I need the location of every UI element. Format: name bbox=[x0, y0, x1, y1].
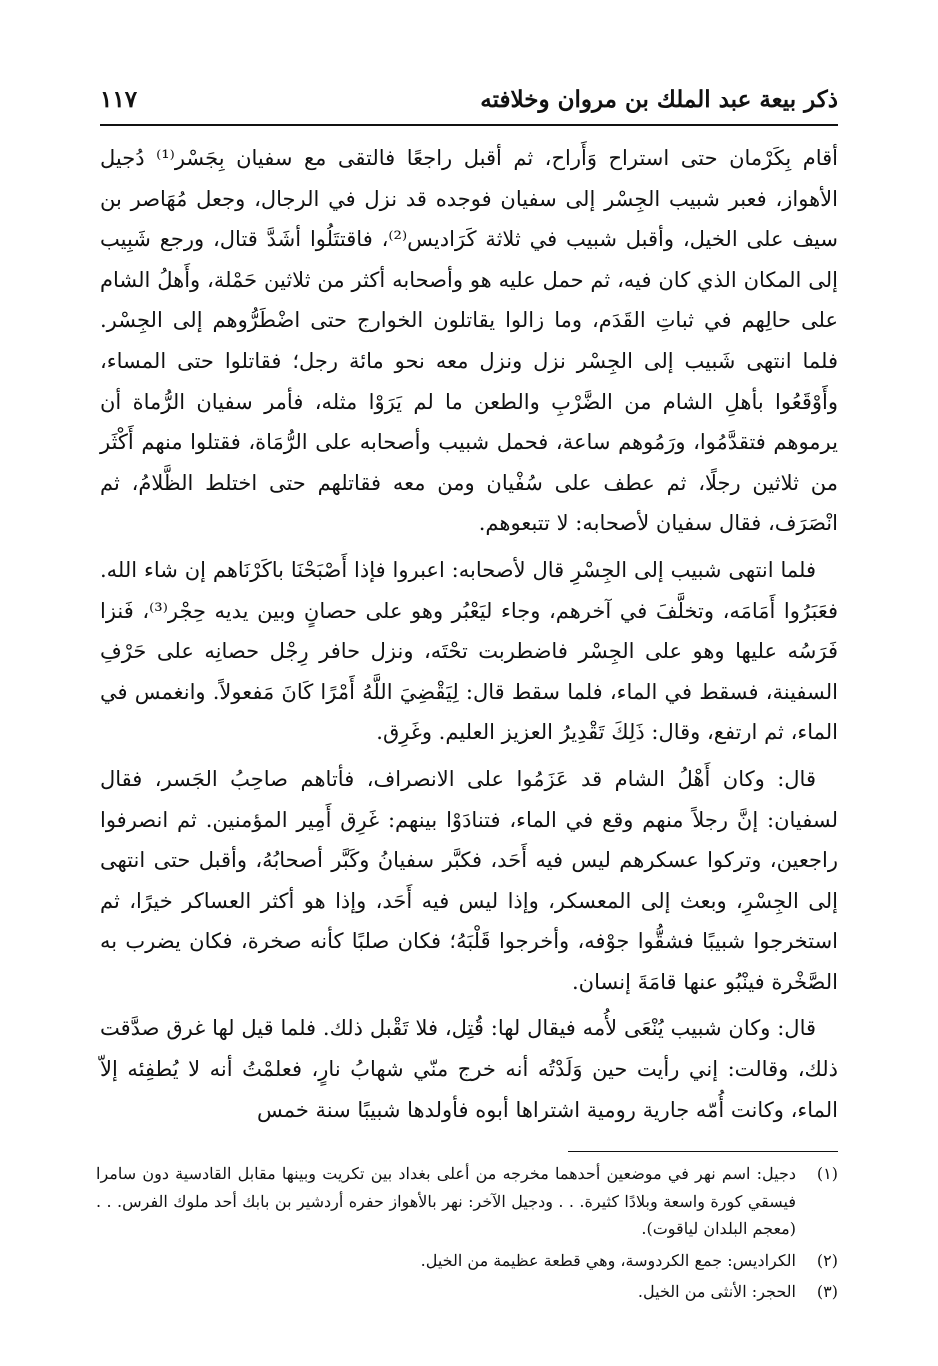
main-text bbox=[100, 138, 838, 1136]
paragraph: أقام بِكَرْمان حتى استراح وَأَراح، ثم أقبل راجعًا فالتقى مع سفيان بِجَسْر⁽¹⁾ دُجيل الأهواز، فعبر شبيب الجِسْر إلى سفيان فوجده قد نزل في الرجال، وجعل مُهَاصر بن سيف على الخيل، وأقبل شبيب في ثلاثة كَرَاديس⁽²⁾، فاقتتَلُوا أشَدَّ قتال، ورجع شَبِيب إلى المكان الذي كان فيه، ثم حمل عليه هو وأصحابه أكثر من ثلاثين حَمْلة، وأَهلُ الشام على حالِهم في ثباتِ القَدَم، وما زالوا يقاتلون الخوارج حتى اضْطَرُّوهم إلى الجِسْر. فلما انتهى شَبيب إلى الجِسْر نزل ونزل معه نحو مائة رجل؛ فقاتلوا حتى المساء، وأَوْقَعُوا بأهلِ الشام من الضَّرْبِ والطعن ما لم يَرَوْا مثله، فأمر سفيان الرُّماة أن يرموهم فتقدَّمُوا، ورَمُوهم ساعة، فحمل شبيب وأصحابه على الرُّمَاة، فقتلوا منهم أَكْثَر من ثلاثين رجلًا، ثم عطف على سُفْيان ومن معه فقاتلهم حتى اختلط الظَّلامُ، ثم انْصَرَف، فقال سفيان لأصحابه: لا تتبعوهم. bbox=[100, 146, 838, 536]
footnote-number: (٢) bbox=[816, 1250, 838, 1270]
chapter-title: ذكر بيعة عبد الملك بن مروان وخلافته bbox=[480, 86, 838, 113]
paragraph: فلما انتهى شبيب إلى الجِسْرِ قال لأصحابه: اعبروا فإذا أَصْبَحْنَا باكَرْنَاهم إن شاء الله. فعَبَرُوا أَمَامَه، وتخلَّفَ في آخرهم، وجاء ليَعْبُر وهو على حصانٍ وبين يديه حِجْر⁽³⁾، فَنزا فَرَسُه عليها وهو على الجِسْر فاضطربت تحْتَه، ونزل حافر رِجْل حصانِه على حَرْفِ السفينة، فسقط في الماء، فلما سقط قال: لِيَقْضِيَ اللَّهُ أَمْرًا كَانَ مَفعولاً. وانغمس في الماء، ثم ارتفع، وقال: ذَلِكَ تَقْدِيرُ العزيز العليم. وغَرِق. bbox=[100, 557, 838, 745]
footnote-text: دجيل: اسم نهر في موضعين أحدهما مخرجه من أعلى بغداد بين تكريت وبينها مقابل القادسية دون سامرا فيسقي كورة واسعة وبلادًا كثيرة. . . ودجيل الآخر: نهر بالأهواز حفره أردشير بن بابك أحد ملوك الفرس. . . (معجم البلدان لياقوت). bbox=[96, 1164, 796, 1238]
paragraph: قال: وكان شبيب يُنْعَى لأُمه فيقال لها: قُتِل، فلا تَقْبل ذلك. فلما قيل لها غرق صدَّقت ذلك، وقالت: إني رأيت حين وَلَدْتُه أنه خرج منّي شهابُ نارٍ، فعلمْتُ أنه لا يُطفِئه إلاّ الماء، وكانت أُمّه جارية رومية اشتراها أبوه فأولدها شبيبًا سنة خمس bbox=[100, 1016, 838, 1122]
header-rule bbox=[100, 124, 838, 126]
footnotes bbox=[96, 1160, 838, 1310]
footnote-number: (٣) bbox=[816, 1282, 838, 1301]
footnote-number: (١) bbox=[816, 1164, 838, 1183]
page-number: ١١٧ bbox=[100, 86, 138, 113]
footnote-text: الحجر: الأنثى من الخيل. bbox=[637, 1282, 796, 1301]
footnote bbox=[96, 1247, 838, 1275]
footnote-separator bbox=[568, 1151, 838, 1152]
footnote-text: الكراديس: جمع الكردوسة، وهي قطعة عظيمة من الخيل. bbox=[420, 1250, 796, 1270]
paragraph: قال: وكان أَهْلُ الشام قد عَزَمُوا على الانصراف، فأتاهم صاحِبُ الجَسر، فقال لسفيان: إنَّ رجلاً منهم وقع في الماء، فتنادَوْا بينهم: غَرِق أَمِير المؤمنين. ثم انصرفوا راجعين، وتركوا عسكرهم ليس فيه أَحَد، فكبَّر سفيانُ وكَبَّر أصحابُهُ، وأقبل حتى انتهى إلى الجِسْرِ، وبعث إلى المعسكر، وإذا ليس فيه أَحَد، وإذا هو أكثر العساكر خيرًا، ثم استخرجوا شبيبًا فشقُّوا جوْفه، وأخرجوا قَلْبَهُ؛ فكان صلبًا كأنه صخرة، فكان يضرب به الصَّخْرة فينْبُو عنها قامَةَ إنسان. bbox=[100, 766, 838, 994]
running-header bbox=[100, 86, 838, 113]
footnote bbox=[96, 1160, 838, 1243]
footnote bbox=[96, 1278, 838, 1306]
